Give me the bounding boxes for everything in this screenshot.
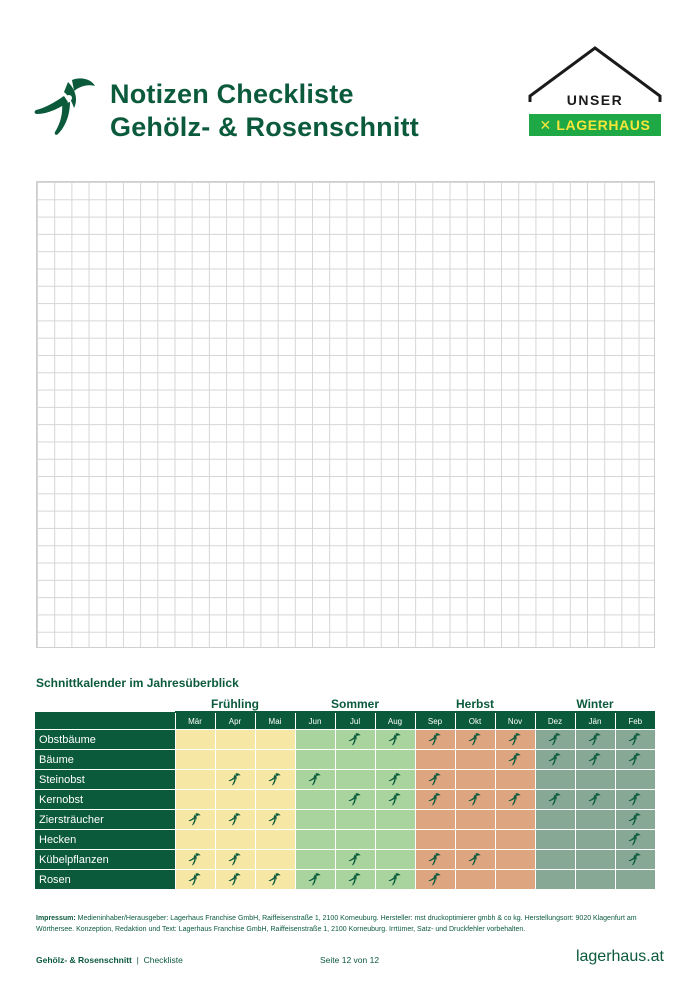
calendar-cell bbox=[335, 830, 375, 850]
calendar-cell bbox=[455, 750, 495, 770]
calendar-cell bbox=[255, 750, 295, 770]
calendar-row bbox=[35, 730, 655, 750]
calendar-cell bbox=[455, 850, 495, 870]
pruning-shears-icon bbox=[628, 751, 642, 768]
calendar-cell bbox=[255, 830, 295, 850]
calendar-cell bbox=[615, 770, 655, 790]
calendar-cell bbox=[415, 810, 455, 830]
month-header: Nov bbox=[495, 712, 535, 730]
plant-label: Kübelpflanzen bbox=[35, 850, 175, 870]
pruning-shears-icon bbox=[32, 74, 98, 140]
impressum-label: Impressum: bbox=[36, 915, 76, 922]
pruning-shears-icon bbox=[628, 851, 642, 868]
season-header-autumn: Herbst bbox=[415, 694, 535, 712]
calendar-cell bbox=[335, 750, 375, 770]
calendar-cell bbox=[175, 830, 215, 850]
month-header: Dez bbox=[535, 712, 575, 730]
page-title bbox=[110, 78, 419, 144]
pruning-shears-icon bbox=[268, 811, 282, 828]
calendar-cell bbox=[415, 770, 455, 790]
calendar-cell bbox=[295, 770, 335, 790]
pruning-shears-icon bbox=[428, 791, 442, 808]
calendar-cell bbox=[415, 730, 455, 750]
calendar-cell bbox=[495, 770, 535, 790]
calendar-cell bbox=[455, 810, 495, 830]
calendar-cell bbox=[415, 830, 455, 850]
calendar-cell bbox=[375, 750, 415, 770]
unser-lagerhaus-logo bbox=[526, 44, 664, 140]
pruning-shears-icon bbox=[468, 791, 482, 808]
season-header-spacer bbox=[35, 694, 175, 712]
calendar-cell bbox=[415, 790, 455, 810]
calendar-cell bbox=[295, 730, 335, 750]
calendar-cell bbox=[535, 850, 575, 870]
pruning-shears-icon bbox=[388, 791, 402, 808]
plant-label: Ziersträucher bbox=[35, 810, 175, 830]
calendar-cell bbox=[375, 870, 415, 890]
calendar-cell bbox=[335, 770, 375, 790]
calendar-cell bbox=[255, 730, 295, 750]
plant-label: Kernobst bbox=[35, 790, 175, 810]
pruning-shears-icon bbox=[188, 811, 202, 828]
season-header-summer: Sommer bbox=[295, 694, 415, 712]
calendar-cell bbox=[295, 750, 335, 770]
pruning-shears-icon bbox=[388, 771, 402, 788]
pruning-shears-icon bbox=[508, 751, 522, 768]
plant-label: Hecken bbox=[35, 830, 175, 850]
footer-document-info bbox=[36, 955, 183, 965]
season-header-winter: Winter bbox=[535, 694, 655, 712]
calendar-row bbox=[35, 830, 655, 850]
month-header: Sep bbox=[415, 712, 455, 730]
pruning-shears-icon bbox=[268, 771, 282, 788]
plant-label: Obstbäume bbox=[35, 730, 175, 750]
season-header-spring: Frühling bbox=[175, 694, 295, 712]
pruning-shears-icon bbox=[348, 871, 362, 888]
month-header: Apr bbox=[215, 712, 255, 730]
calendar-row bbox=[35, 750, 655, 770]
calendar-cell bbox=[575, 790, 615, 810]
calendar-cell bbox=[375, 770, 415, 790]
month-header: Jän bbox=[575, 712, 615, 730]
pruning-shears-icon bbox=[548, 791, 562, 808]
calendar-cell bbox=[255, 790, 295, 810]
calendar-cell bbox=[175, 790, 215, 810]
pruning-shears-icon bbox=[228, 851, 242, 868]
pruning-shears-icon bbox=[428, 731, 442, 748]
pruning-shears-icon bbox=[308, 871, 322, 888]
calendar-cell bbox=[615, 830, 655, 850]
calendar-cell bbox=[535, 750, 575, 770]
calendar-cell bbox=[215, 830, 255, 850]
calendar-cell bbox=[495, 790, 535, 810]
calendar-cell bbox=[455, 790, 495, 810]
calendar-cell bbox=[535, 870, 575, 890]
calendar-cell bbox=[495, 850, 535, 870]
calendar-cell bbox=[215, 790, 255, 810]
pruning-shears-icon bbox=[468, 851, 482, 868]
pruning-shears-icon bbox=[508, 791, 522, 808]
impressum-text: Medieninhaber/Herausgeber: Lagerhaus Franchise GmbH, Raiffeisenstraße 1, 2100 Korneuburg. Hersteller: mst druckoptimierer gmbh & co kg. Herstellungsort: 9020 Klagenfurt am Wörthersee. Konzeption, Redaktion und Text: Lagerhaus Franchise GmbH, Raiffeisenstraße 1, 2100 Korneuburg. Irrtümer, Satz- und Druckfehler vorbehalten. bbox=[36, 915, 637, 933]
calendar-cell bbox=[215, 810, 255, 830]
calendar-cell bbox=[335, 870, 375, 890]
calendar-cell bbox=[455, 870, 495, 890]
calendar-cell bbox=[335, 730, 375, 750]
calendar-cell bbox=[495, 750, 535, 770]
pruning-shears-icon bbox=[348, 851, 362, 868]
calendar-cell bbox=[415, 750, 455, 770]
month-header: Aug bbox=[375, 712, 415, 730]
calendar-cell bbox=[175, 810, 215, 830]
plant-label: Rosen bbox=[35, 870, 175, 890]
pruning-shears-icon bbox=[228, 811, 242, 828]
pruning-shears-icon bbox=[188, 871, 202, 888]
calendar-cell bbox=[455, 730, 495, 750]
month-header: Okt bbox=[455, 712, 495, 730]
pruning-shears-icon bbox=[388, 871, 402, 888]
footer-separator: | bbox=[136, 955, 139, 965]
pruning-shears-icon bbox=[588, 751, 602, 768]
calendar-cell bbox=[255, 870, 295, 890]
pruning-shears-icon bbox=[468, 731, 482, 748]
calendar-title: Schnittkalender im Jahresüberblick bbox=[36, 676, 239, 690]
pruning-shears-icon bbox=[548, 731, 562, 748]
calendar-cell bbox=[575, 770, 615, 790]
pruning-shears-icon bbox=[428, 851, 442, 868]
calendar-cell bbox=[535, 770, 575, 790]
pruning-shears-icon bbox=[268, 871, 282, 888]
calendar-cell bbox=[335, 810, 375, 830]
calendar-row bbox=[35, 850, 655, 870]
calendar-cell bbox=[415, 870, 455, 890]
title-line-1: Notizen Checkliste bbox=[110, 79, 354, 109]
month-header: Mär bbox=[175, 712, 215, 730]
pruning-shears-icon bbox=[628, 811, 642, 828]
calendar-cell bbox=[615, 810, 655, 830]
calendar-cell bbox=[335, 790, 375, 810]
calendar-cell bbox=[335, 850, 375, 870]
calendar-cell bbox=[175, 730, 215, 750]
calendar-cell bbox=[215, 750, 255, 770]
calendar-row bbox=[35, 770, 655, 790]
calendar-cell bbox=[255, 810, 295, 830]
notes-grid[interactable] bbox=[36, 181, 655, 648]
pruning-shears-icon bbox=[228, 871, 242, 888]
brand-top-text: UNSER bbox=[566, 92, 624, 108]
calendar-cell bbox=[575, 810, 615, 830]
calendar-cell bbox=[295, 790, 335, 810]
calendar-cell bbox=[295, 810, 335, 830]
lagerhaus-x-icon: ✕ bbox=[539, 117, 557, 133]
calendar-cell bbox=[575, 750, 615, 770]
title-line-2: Gehölz- & Rosenschnitt bbox=[110, 112, 419, 142]
calendar-cell bbox=[375, 830, 415, 850]
calendar-cell bbox=[375, 730, 415, 750]
month-header: Feb bbox=[615, 712, 655, 730]
month-header: Mai bbox=[255, 712, 295, 730]
footer-doc-type: Checkliste bbox=[143, 955, 183, 965]
calendar-cell bbox=[175, 750, 215, 770]
calendar-cell bbox=[215, 730, 255, 750]
calendar-cell bbox=[535, 790, 575, 810]
pruning-shears-icon bbox=[588, 791, 602, 808]
pruning-shears-icon bbox=[628, 731, 642, 748]
calendar-cell bbox=[535, 730, 575, 750]
pruning-shears-icon bbox=[548, 751, 562, 768]
calendar-cell bbox=[535, 810, 575, 830]
calendar-cell bbox=[215, 870, 255, 890]
calendar-cell bbox=[215, 770, 255, 790]
calendar-row bbox=[35, 810, 655, 830]
month-header: Jul bbox=[335, 712, 375, 730]
calendar-cell bbox=[615, 850, 655, 870]
pruning-shears-icon bbox=[628, 831, 642, 848]
calendar-cell bbox=[295, 830, 335, 850]
calendar-cell bbox=[375, 810, 415, 830]
plant-label: Steinobst bbox=[35, 770, 175, 790]
footer-website-link[interactable]: lagerhaus.at bbox=[575, 948, 664, 965]
calendar-cell bbox=[495, 730, 535, 750]
pruning-shears-icon bbox=[428, 771, 442, 788]
calendar-cell bbox=[175, 850, 215, 870]
brand-bottom-text: LAGERHAUS bbox=[556, 117, 651, 133]
calendar-cell bbox=[295, 850, 335, 870]
calendar-cell bbox=[575, 850, 615, 870]
calendar-cell bbox=[535, 830, 575, 850]
pruning-shears-icon bbox=[588, 731, 602, 748]
impressum bbox=[36, 913, 660, 935]
calendar-cell bbox=[175, 870, 215, 890]
calendar-cell bbox=[575, 730, 615, 750]
calendar-cell bbox=[575, 870, 615, 890]
month-header-spacer bbox=[35, 712, 175, 730]
plant-label: Bäume bbox=[35, 750, 175, 770]
calendar-cell bbox=[495, 870, 535, 890]
calendar-cell bbox=[455, 830, 495, 850]
brand-bar bbox=[529, 114, 661, 136]
calendar-cell bbox=[375, 790, 415, 810]
footer-page-number: Seite 12 von 12 bbox=[320, 955, 380, 965]
footer-doc-title: Gehölz- & Rosenschnitt bbox=[36, 955, 132, 965]
pruning-shears-icon bbox=[508, 731, 522, 748]
month-header: Jun bbox=[295, 712, 335, 730]
calendar-cell bbox=[455, 770, 495, 790]
calendar-cell bbox=[615, 870, 655, 890]
calendar-cell bbox=[175, 770, 215, 790]
pruning-shears-icon bbox=[628, 791, 642, 808]
pruning-shears-icon bbox=[428, 871, 442, 888]
pruning-shears-icon bbox=[188, 851, 202, 868]
calendar-cell bbox=[415, 850, 455, 870]
pruning-shears-icon bbox=[388, 731, 402, 748]
calendar-cell bbox=[495, 830, 535, 850]
calendar-row bbox=[35, 790, 655, 810]
calendar-cell bbox=[575, 830, 615, 850]
calendar-cell bbox=[495, 810, 535, 830]
calendar-cell bbox=[295, 870, 335, 890]
pruning-calendar-table bbox=[35, 694, 655, 889]
calendar-cell bbox=[255, 850, 295, 870]
pruning-shears-icon bbox=[348, 791, 362, 808]
calendar-cell bbox=[375, 850, 415, 870]
calendar-cell bbox=[615, 790, 655, 810]
pruning-shears-icon bbox=[348, 731, 362, 748]
calendar-cell bbox=[255, 770, 295, 790]
pruning-shears-icon bbox=[308, 771, 322, 788]
pruning-shears-icon bbox=[228, 771, 242, 788]
calendar-cell bbox=[215, 850, 255, 870]
calendar-cell bbox=[615, 730, 655, 750]
calendar-row bbox=[35, 870, 655, 890]
calendar-cell bbox=[615, 750, 655, 770]
